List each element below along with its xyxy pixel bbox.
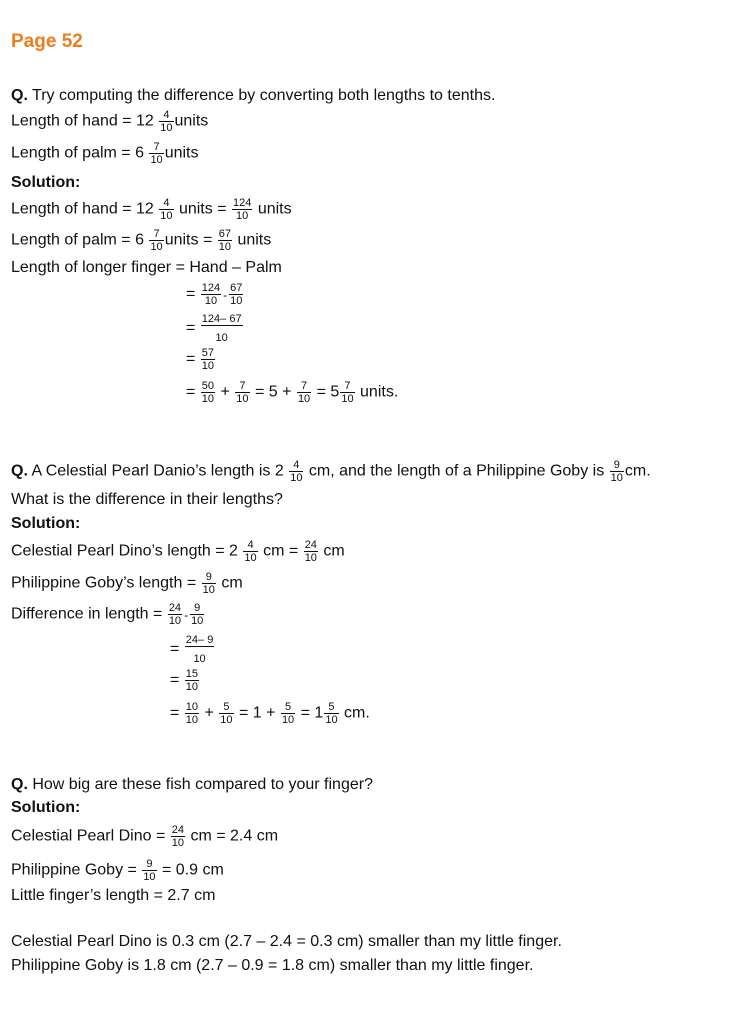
equals-sign: = bbox=[202, 231, 213, 249]
q3-question bbox=[11, 775, 373, 795]
q1-solution-label: Solution: bbox=[11, 174, 81, 191]
equals-sign: = bbox=[170, 671, 180, 689]
fraction-124-10: $\frac{124}{10}$ bbox=[233, 197, 252, 222]
cm-text: cm bbox=[263, 542, 285, 560]
equals-sign: = bbox=[186, 285, 196, 303]
cpd-text: Celestial Pearl Dino = bbox=[11, 827, 166, 845]
q1-step2 bbox=[186, 313, 244, 344]
fraction-10-10: $\frac{10}{10}$ bbox=[185, 701, 199, 726]
given-hand-text: Length of hand = 12 bbox=[11, 112, 154, 130]
q1-palm-line bbox=[11, 228, 271, 253]
units-text: units bbox=[237, 231, 272, 249]
equals-sign: = bbox=[170, 640, 180, 658]
q1-question bbox=[11, 86, 495, 106]
fraction-5-10: $\frac{5}{10}$ bbox=[281, 701, 295, 726]
units-text: units bbox=[164, 231, 199, 249]
q2-step2 bbox=[170, 634, 215, 665]
minus-sign: - bbox=[184, 607, 189, 622]
fraction-7-10: $\frac{7}{10}$ bbox=[341, 380, 354, 405]
cpd-line-text: Celestial Pearl Dino’s length = 2 bbox=[11, 542, 238, 560]
diff-line-text: Difference in length = bbox=[11, 605, 163, 623]
fraction-9-10: $\frac{9}{10}$ bbox=[202, 571, 215, 596]
step4-tail: = 1 + bbox=[239, 704, 276, 722]
units-text: units bbox=[174, 112, 209, 130]
q2-cpd-line bbox=[11, 539, 345, 564]
q3-conclusion-1: Celestial Pearl Dino is 0.3 cm (2.7 – 2.4 = 0.3 cm) smaller than my little finger. bbox=[11, 933, 562, 950]
q1-hand-line bbox=[11, 197, 292, 222]
q2-diff-line bbox=[11, 602, 205, 627]
fraction-9-10: $\frac{9}{10}$ bbox=[143, 858, 156, 883]
units-text: units bbox=[257, 200, 292, 218]
q2-question-line2: What is the difference in their lengths? bbox=[11, 491, 283, 508]
equals-sign: = bbox=[186, 383, 196, 401]
q2-step3 bbox=[170, 668, 200, 693]
q2-question bbox=[11, 459, 651, 484]
fraction-4-10: $\frac{4}{10}$ bbox=[244, 539, 257, 564]
cm-text: cm bbox=[323, 542, 345, 560]
fraction-24-10: $\frac{24}{10}$ bbox=[171, 824, 184, 849]
q-label: Q. bbox=[11, 462, 28, 480]
q2-solution-label: Solution: bbox=[11, 515, 81, 532]
q2-step4 bbox=[170, 701, 370, 726]
fraction-124-minus-67-over-10: $\frac{124- 67}{10}$ bbox=[201, 313, 242, 344]
units-end: units. bbox=[360, 383, 399, 401]
palm-line-text: Length of palm = 6 bbox=[11, 231, 144, 249]
q2-question-b: cm, and the length of a Philippine Goby is bbox=[308, 462, 605, 480]
cpd-tail: cm = 2.4 cm bbox=[190, 827, 279, 845]
cm-end: cm. bbox=[344, 704, 370, 722]
step4-tail2: = 5 bbox=[316, 383, 340, 401]
fraction-7-10: $\frac{7}{10}$ bbox=[236, 380, 249, 405]
q3-cpd-line bbox=[11, 824, 278, 849]
fraction-24-10: $\frac{24}{10}$ bbox=[168, 602, 182, 627]
fraction-67-10: $\frac{67}{10}$ bbox=[218, 228, 231, 253]
q1-given-hand bbox=[11, 109, 208, 134]
fraction-9-10: $\frac{9}{10}$ bbox=[191, 602, 204, 627]
q1-step4 bbox=[186, 380, 398, 405]
fraction-57-10: $\frac{57}{10}$ bbox=[201, 347, 215, 372]
minus-sign: - bbox=[223, 287, 228, 302]
q1-longer-finger: Length of longer finger = Hand – Palm bbox=[11, 259, 282, 276]
q2-goby-line bbox=[11, 571, 243, 596]
q3-goby-line bbox=[11, 858, 224, 883]
goby-line-text: Philippine Goby’s length = bbox=[11, 574, 197, 592]
q1-given-palm bbox=[11, 141, 198, 166]
fraction-7-10: $\frac{7}{10}$ bbox=[150, 141, 163, 166]
fraction-4-10: $\frac{4}{10}$ bbox=[290, 459, 303, 484]
equals-sign: = bbox=[186, 319, 196, 337]
fraction-5-10: $\frac{5}{10}$ bbox=[325, 701, 338, 726]
given-palm-text: Length of palm = 6 bbox=[11, 144, 144, 162]
page-title: Page 52 bbox=[11, 31, 83, 52]
goby-tail: = 0.9 cm bbox=[162, 861, 224, 879]
q3-finger-line: Little finger’s length = 2.7 cm bbox=[11, 887, 216, 904]
units-text: units bbox=[178, 200, 213, 218]
cm-text: cm bbox=[221, 574, 243, 592]
fraction-9-10: $\frac{9}{10}$ bbox=[610, 459, 623, 484]
plus-sign: + bbox=[220, 383, 230, 401]
fraction-50-10: $\frac{50}{10}$ bbox=[201, 380, 215, 405]
q1-step1 bbox=[186, 282, 244, 307]
equals-sign: = bbox=[186, 350, 196, 368]
fraction-24-10: $\frac{24}{10}$ bbox=[304, 539, 317, 564]
step4-tail: = 5 + bbox=[255, 383, 292, 401]
fraction-15-10: $\frac{15}{10}$ bbox=[185, 668, 199, 693]
fraction-7-10: $\frac{7}{10}$ bbox=[297, 380, 311, 405]
fraction-4-10: $\frac{4}{10}$ bbox=[160, 109, 173, 134]
hand-line-text: Length of hand = 12 bbox=[11, 200, 154, 218]
q1-step3 bbox=[186, 347, 216, 372]
q2-question-a: A Celestial Pearl Danio’s length is 2 bbox=[31, 462, 284, 480]
q3-question-text: How big are these fish compared to your finger? bbox=[32, 776, 373, 793]
plus-sign: + bbox=[204, 704, 214, 722]
fraction-7-10: $\frac{7}{10}$ bbox=[150, 228, 163, 253]
goby-text: Philippine Goby = bbox=[11, 861, 137, 879]
fraction-4-10: $\frac{4}{10}$ bbox=[160, 197, 173, 222]
equals-sign: = bbox=[217, 200, 227, 218]
equals-sign: = bbox=[288, 542, 299, 560]
q3-conclusion-2: Philippine Goby is 1.8 cm (2.7 – 0.9 = 1.8 cm) smaller than my little finger. bbox=[11, 957, 534, 974]
fraction-24-minus-9-over-10: $\frac{24- 9}{10}$ bbox=[185, 634, 214, 665]
q-label: Q. bbox=[11, 87, 28, 104]
units-text: units bbox=[164, 144, 199, 162]
fraction-124-10: $\frac{124}{10}$ bbox=[201, 282, 221, 307]
fraction-67-10: $\frac{67}{10}$ bbox=[230, 282, 243, 307]
equals-sign: = bbox=[170, 704, 180, 722]
q-label: Q. bbox=[11, 776, 28, 793]
step4-tail2: = 1 bbox=[300, 704, 324, 722]
fraction-5-10: $\frac{5}{10}$ bbox=[220, 701, 233, 726]
q1-question-text: Try computing the difference by converting both lengths to tenths. bbox=[32, 87, 496, 104]
q2-question-c: cm. bbox=[624, 462, 651, 480]
q3-solution-label: Solution: bbox=[11, 799, 81, 816]
